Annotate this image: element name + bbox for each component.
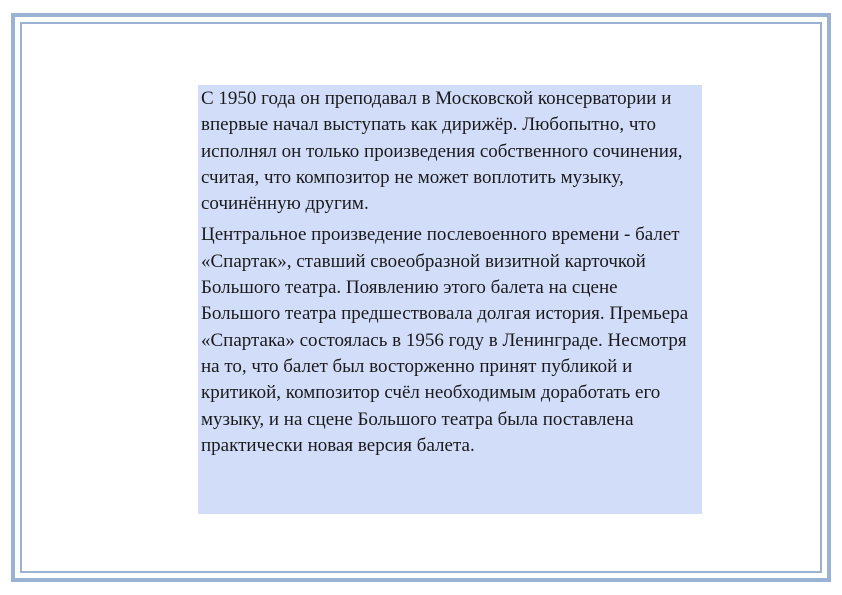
paragraph-conservatory: С 1950 года он преподавал в Московской консерватории и впервые начал выступать как дирижёр. Любопытно, что исполнял он только произведения собственного сочинения, считая, что композитор не может воплотить музыку, сочинённую другим. <box>201 88 683 215</box>
slide-text-box <box>198 85 702 514</box>
paragraph-spartacus: Центральное произведение послевоенного времени - балет «Спартак», ставший своеобразной визитной карточкой Большого театра. Появлению этого балета на сцене Большого театра предшествовала долгая история. Премьера «Спартака» состоялась в 1956 году в Ленинграде. Несмотря на то, что балет был восторженно принят публикой и критикой, композитор счёл необходимым доработать его музыку, и на сцене Большого театра была поставлена практически новая версия балета. <box>201 224 689 456</box>
